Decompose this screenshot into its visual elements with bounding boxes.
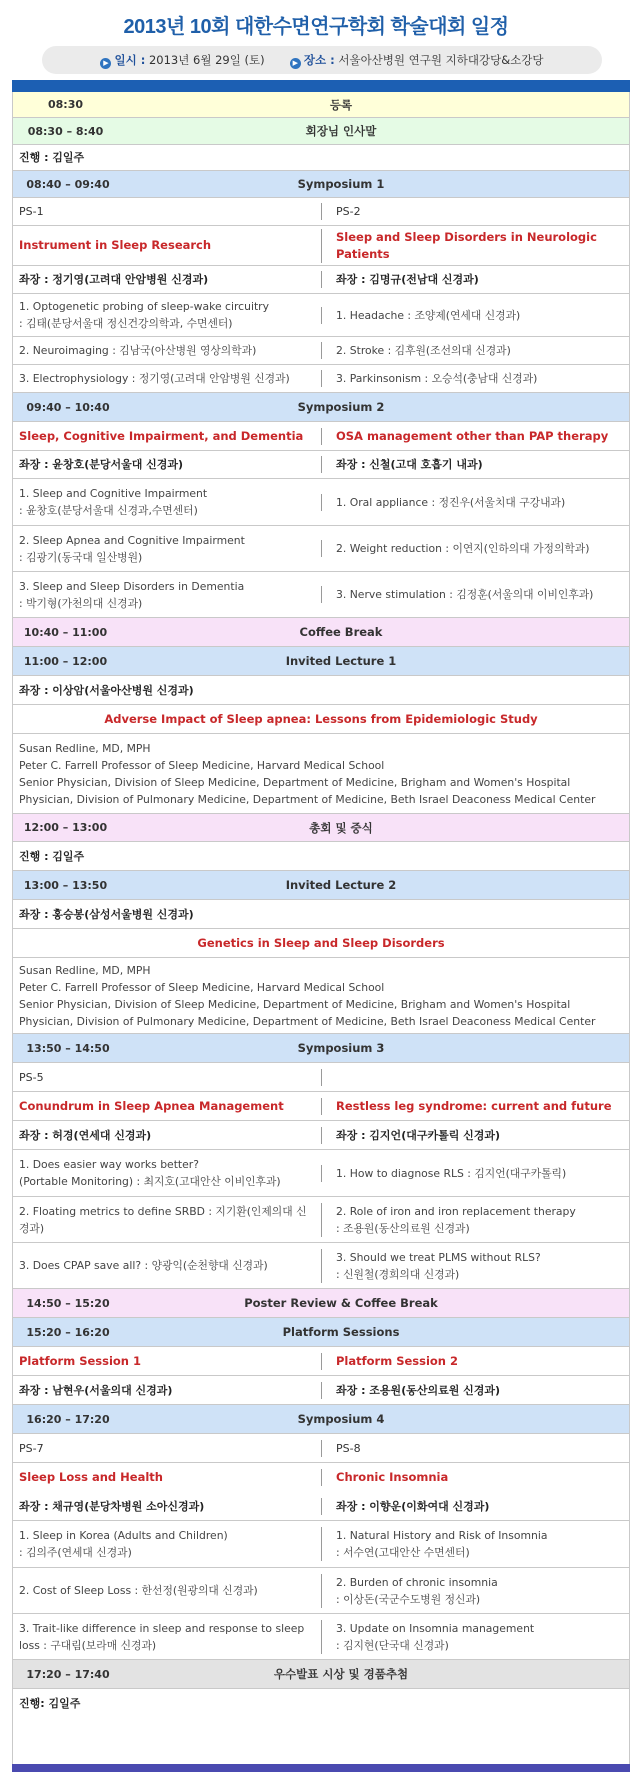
lecture-title-row — [13, 929, 629, 958]
right-talk: 1. Oral appliance : 정진우(서울치대 구강내과) — [321, 494, 629, 511]
talk-row — [13, 337, 629, 365]
talk-line: : 신원철(경희의대 신경과) — [336, 1267, 460, 1281]
left-chair: 좌장 : 남현우(서울의대 신경과) — [19, 1383, 173, 1397]
right-talk — [321, 1527, 629, 1561]
talk-line: 1. Does easier way works better? — [19, 1158, 199, 1171]
session-time: 11:00 – 12:00 — [23, 654, 108, 668]
moderator-text: 진행 : 김일주 — [19, 151, 85, 164]
session-code-row — [13, 1063, 629, 1092]
right-chair: 좌장 : 조용원(동산의료원 신경과) — [321, 1382, 629, 1399]
session-header-platform-sessions — [13, 1318, 629, 1347]
talk-line: (Portable Monitoring) : 최지호(고대안산 이비인후과) — [19, 1175, 281, 1188]
chair-row — [13, 676, 629, 705]
left-talk — [13, 485, 321, 519]
date-bullet-icon: ▶ — [100, 58, 111, 69]
chair-text: 좌장 : 홍승봉(삼성서울병원 신경과) — [19, 907, 194, 921]
talk-line: 2. Role of iron and iron replacement therapy — [336, 1204, 576, 1218]
topic-row — [13, 1092, 629, 1121]
right-talk: 2. Stroke : 김후원(조선의대 신경과) — [321, 342, 629, 359]
session-title: 등록 — [329, 97, 353, 112]
speaker-affiliation: Peter C. Farrell Professor of Sleep Medicine, Harvard Medical School — [19, 758, 385, 772]
left-topic-title: Sleep Loss and Health — [19, 1470, 163, 1484]
place-value: 서울아산병원 연구원 지하대강당&소강당 — [338, 53, 544, 67]
right-talk — [321, 1249, 629, 1283]
session-header-symposium-1 — [13, 171, 629, 198]
left-chair: 좌장 : 채규영(분당차병원 소아신경과) — [19, 1499, 205, 1513]
talk-line: 3. Trait-like difference in sleep and response to sleep — [19, 1621, 305, 1635]
lecture-title: Genetics in Sleep and Sleep Disorders — [197, 935, 445, 950]
talk-row — [13, 526, 629, 572]
left-talk: 2. Cost of Sleep Loss : 한선정(원광의대 신경과) — [19, 1584, 258, 1597]
session-code-row — [13, 198, 629, 226]
speaker-affiliation: Physician, Division of Pulmonary Medicine, Department of Medicine, Beth Israel Deaconess Medical Center — [19, 792, 596, 806]
bottom-divider-bar — [12, 1764, 630, 1772]
chair-row — [13, 1376, 629, 1405]
talk-line: 3. Should we treat PLMS without RLS? — [336, 1250, 541, 1264]
event-info-bar — [42, 46, 602, 74]
moderator-row — [13, 842, 629, 871]
right-chair: 좌장 : 신철(고대 호흡기 내과) — [321, 456, 629, 473]
speaker-bio — [13, 740, 629, 808]
right-session-code: PS-8 — [321, 1440, 629, 1457]
talk-line: : 김광기(동국대 일산병원) — [19, 550, 143, 564]
talk-line: 2. Sleep Apnea and Cognitive Impairment — [19, 533, 245, 547]
talk-line: 1. Sleep in Korea (Adults and Children) — [19, 1529, 228, 1542]
session-header-registration — [13, 92, 629, 118]
left-talk — [13, 1203, 321, 1237]
right-topic-title: Restless leg syndrome: current and future — [321, 1098, 629, 1115]
talk-line: 경과) — [19, 1221, 45, 1235]
right-talk — [321, 1574, 629, 1608]
session-time: 10:40 – 11:00 — [23, 625, 108, 639]
talk-row — [13, 365, 629, 393]
right-chair: 좌장 : 이향운(이화여대 신경과) — [321, 1498, 629, 1515]
session-title: Symposium 2 — [297, 400, 385, 414]
left-talk: 3. Does CPAP save all? : 양광익(순천향대 신경과) — [19, 1259, 268, 1272]
session-title: Symposium 1 — [297, 177, 385, 191]
speaker-bio-row — [13, 734, 629, 814]
session-time: 08:30 — [47, 98, 83, 111]
session-header-invited-lecture-1 — [13, 647, 629, 676]
session-title: Coffee Break — [299, 625, 383, 639]
talk-line: 1. Optogenetic probing of sleep-wake circuitry — [19, 300, 270, 313]
session-time: 14:50 – 15:20 — [26, 1296, 110, 1310]
left-topic-title: Sleep, Cognitive Impairment, and Dementia — [19, 428, 304, 443]
left-topic-title: Conundrum in Sleep Apnea Management — [19, 1098, 284, 1113]
talk-row — [13, 1197, 629, 1243]
talk-line: : 박기형(가천의대 신경과) — [19, 596, 143, 610]
speaker-bio — [13, 962, 629, 1030]
place-label: 장소 : — [303, 53, 335, 67]
session-header-invited-lecture-2 — [13, 871, 629, 900]
topic-row — [13, 1463, 629, 1492]
left-talk: 3. Electrophysiology : 정기영(고려대 안암병원 신경과) — [19, 372, 290, 385]
session-title: 우수발표 시상 및 경품추첨 — [273, 1667, 409, 1681]
right-talk: 3. Nerve stimulation : 김정훈(서울의대 이비인후과) — [321, 586, 629, 603]
topic-row — [13, 226, 629, 266]
right-topic-title: OSA management other than PAP therapy — [321, 428, 629, 445]
left-talk — [13, 578, 321, 612]
talk-line: : 이상돈(국군수도병원 정신과) — [336, 1592, 481, 1606]
right-talk: 1. Headache : 조양제(연세대 신경과) — [321, 307, 629, 324]
left-chair: 좌장 : 윤창호(분당서울대 신경과) — [19, 458, 184, 471]
talk-row — [13, 294, 629, 337]
right-topic-title: Platform Session 2 — [321, 1353, 629, 1370]
talk-row — [13, 1243, 629, 1289]
moderator-text: 진행 : 김일주 — [19, 849, 85, 863]
left-topic-title: Platform Session 1 — [19, 1353, 141, 1368]
talk-line: : 서수연(고대안산 수면센터) — [336, 1546, 470, 1559]
talk-line: 3. Sleep and Sleep Disorders in Dementia — [19, 579, 245, 593]
session-time: 15:20 – 16:20 — [26, 1325, 110, 1339]
session-header-general-meeting — [13, 814, 629, 842]
date-value: 2013년 6월 29일 (토) — [148, 53, 265, 67]
speaker-affiliation: Physician, Division of Pulmonary Medicine, Department of Medicine, Beth Israel Deaconess Medical Center — [19, 1014, 596, 1028]
session-header-coffee-break — [13, 618, 629, 647]
right-talk: 1. How to diagnose RLS : 김지언(대구카톨릭) — [321, 1165, 629, 1182]
moderator-text: 진행: 김일주 — [19, 1697, 81, 1710]
talk-line: 2. Burden of chronic insomnia — [336, 1575, 498, 1589]
left-talk — [13, 1527, 321, 1561]
left-talk: 2. Neuroimaging : 김남국(아산병원 영상의학과) — [19, 344, 257, 357]
session-time: 13:00 – 13:50 — [23, 878, 108, 892]
top-divider-bar — [12, 80, 630, 92]
date-label: 일시 : — [114, 53, 146, 67]
talk-line: : 김의주(연세대 신경과) — [19, 1546, 132, 1559]
talk-row — [13, 479, 629, 526]
session-title: Symposium 4 — [297, 1412, 385, 1426]
session-header-symposium-4 — [13, 1405, 629, 1434]
left-talk — [13, 298, 321, 332]
left-chair: 좌장 : 정기영(고려대 안암병원 신경과) — [19, 273, 209, 286]
session-time: 09:40 – 10:40 — [26, 400, 110, 414]
chair-row — [13, 1121, 629, 1150]
session-title: Platform Sessions — [282, 1325, 400, 1339]
chair-text: 좌장 : 이상암(서울아산병원 신경과) — [19, 683, 194, 697]
speaker-name: Susan Redline, MD, MPH — [19, 741, 151, 755]
talk-line: 2. Floating metrics to define SRBD : 지기환(인제의대 신 — [19, 1204, 307, 1218]
talk-row — [13, 1150, 629, 1197]
talk-line: 1. Sleep and Cognitive Impairment — [19, 487, 208, 500]
right-chair: 좌장 : 김명규(전남대 신경과) — [321, 271, 629, 288]
right-session-code: PS-2 — [321, 203, 629, 220]
right-session-code — [321, 1069, 629, 1086]
right-talk — [321, 1620, 629, 1654]
speaker-name: Susan Redline, MD, MPH — [19, 963, 151, 977]
moderator-row — [13, 145, 629, 171]
talk-row — [13, 572, 629, 618]
session-header-symposium-2 — [13, 393, 629, 422]
talk-line: 1. Natural History and Risk of Insomnia — [336, 1529, 548, 1542]
topic-row — [13, 1347, 629, 1376]
left-talk — [13, 532, 321, 566]
talk-line: : 김지현(단국대 신경과) — [336, 1638, 449, 1652]
chair-row — [13, 900, 629, 929]
right-talk: 3. Parkinsonism : 오승석(충남대 신경과) — [321, 370, 629, 387]
session-title: Invited Lecture 2 — [285, 878, 397, 892]
session-header-greeting — [13, 118, 629, 145]
chair-row — [13, 1492, 629, 1521]
right-topic-title: Sleep and Sleep Disorders in Neurologic Patients — [321, 229, 629, 263]
session-header-symposium-3 — [13, 1034, 629, 1063]
session-time: 12:00 – 13:00 — [23, 821, 108, 834]
session-time: 16:20 – 17:20 — [26, 1412, 110, 1426]
left-chair: 좌장 : 허경(연세대 신경과) — [19, 1128, 152, 1142]
place-bullet-icon: ▶ — [290, 58, 301, 69]
session-header-poster-review — [13, 1289, 629, 1318]
left-topic-title: Instrument in Sleep Research — [19, 238, 212, 252]
session-time: 13:50 – 14:50 — [26, 1041, 110, 1055]
left-session-code: PS-5 — [19, 1070, 44, 1084]
lecture-title: Adverse Impact of Sleep apnea: Lessons from Epidemiologic Study — [104, 711, 538, 726]
right-chair: 좌장 : 김지언(대구카톨릭 신경과) — [321, 1127, 629, 1144]
talk-row — [13, 1521, 629, 1568]
speaker-affiliation: Peter C. Farrell Professor of Sleep Medicine, Harvard Medical School — [19, 980, 385, 994]
session-header-awards — [13, 1660, 629, 1689]
right-topic-title: Chronic Insomnia — [321, 1469, 629, 1486]
speaker-bio-row — [13, 958, 629, 1034]
session-time: 08:30 – 8:40 — [27, 124, 104, 138]
topic-row — [13, 422, 629, 451]
talk-line: : 윤창호(분당서울대 신경과,수면센터) — [19, 504, 198, 517]
talk-line: 3. Update on Insomnia management — [336, 1621, 535, 1635]
speaker-affiliation: Senior Physician, Division of Sleep Medicine, Department of Medicine, Brigham and Women's Hospital — [19, 997, 571, 1011]
left-session-code: PS-7 — [19, 1441, 44, 1455]
chair-row — [13, 451, 629, 479]
moderator-row — [13, 1689, 629, 1718]
session-title: 총회 및 중식 — [309, 820, 373, 835]
session-title: Invited Lecture 1 — [285, 654, 397, 668]
session-title: 회장님 인사말 — [305, 124, 377, 138]
talk-line: : 조용원(동산의료원 신경과) — [336, 1221, 470, 1235]
session-title: Poster Review & Coffee Break — [244, 1296, 438, 1310]
talk-row — [13, 1614, 629, 1660]
schedule-table — [12, 92, 630, 1764]
session-time: 08:40 – 09:40 — [26, 177, 110, 191]
lecture-title-row — [13, 705, 629, 734]
talk-row — [13, 1568, 629, 1614]
talk-line: : 김태(분당서울대 정신건강의학과, 수면센터) — [19, 317, 233, 330]
talk-line: loss : 구대림(보라매 신경과) — [19, 1638, 157, 1652]
right-talk — [321, 1203, 629, 1237]
page-title: 2013년 10회 대한수면연구학회 학술대회 일정 — [123, 16, 509, 38]
session-code-row — [13, 1434, 629, 1463]
left-session-code: PS-1 — [19, 205, 44, 218]
chair-row — [13, 266, 629, 294]
left-talk — [13, 1620, 321, 1654]
right-talk: 2. Weight reduction : 이연지(인하의대 가정의학과) — [321, 540, 629, 557]
session-time: 17:20 – 17:40 — [26, 1667, 110, 1681]
left-talk — [13, 1156, 321, 1190]
session-title: Symposium 3 — [297, 1041, 385, 1055]
speaker-affiliation: Senior Physician, Division of Sleep Medicine, Department of Medicine, Brigham and Women's Hospital — [19, 775, 571, 789]
